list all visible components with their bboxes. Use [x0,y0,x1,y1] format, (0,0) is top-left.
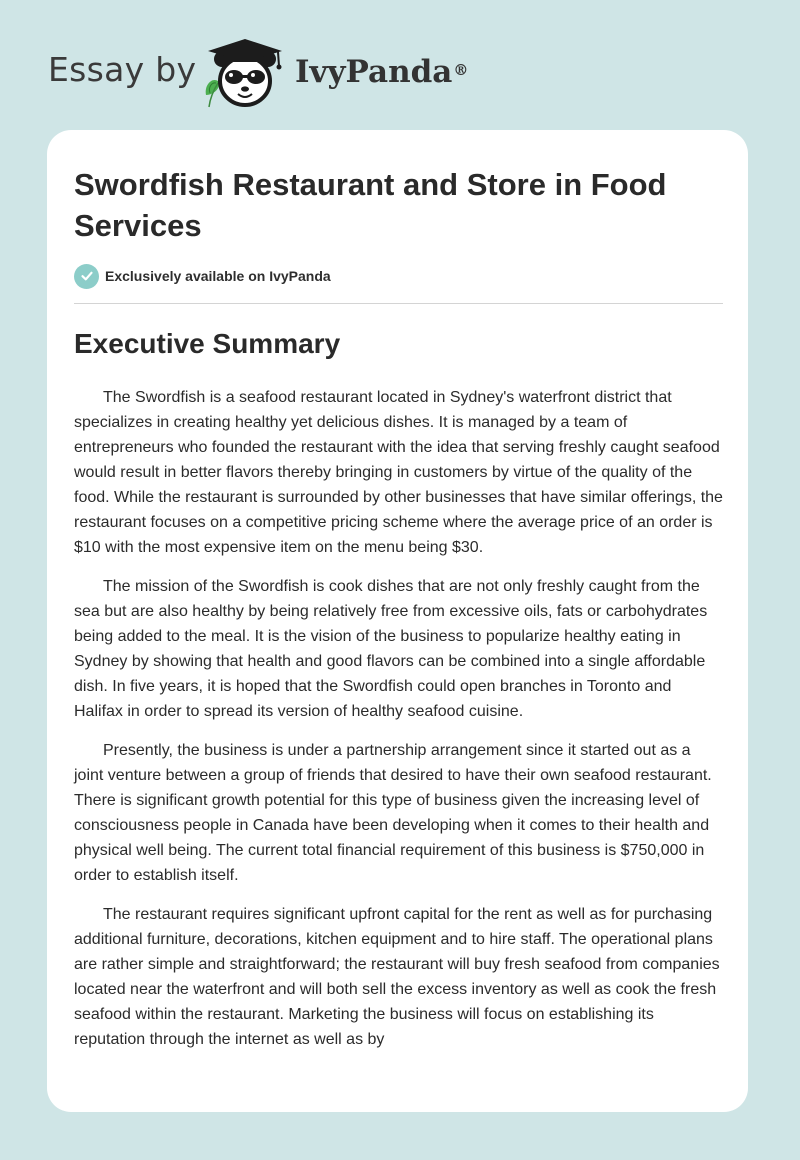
essay-body [74,385,723,1066]
registered-mark: ® [453,61,469,79]
paragraph: The Swordfish is a seafood restaurant located in Sydney's waterfront district that specializes in creating healthy yet delicious dishes. It is managed by a team of entrepreneurs who founded the restaurant with the idea that serving freshly caught seafood would result in better flavors thereby bringing in customers by virtue of the quality of the food. While the restaurant is surrounded by other businesses that have similar offerings, the restaurant focuses on a competitive pricing scheme where the average price of an order is $10 with the most expensive item on the menu being $30. [74,389,723,556]
check-circle-icon [74,264,99,289]
brand-name[interactable] [295,52,468,92]
section-heading: Executive Summary [74,328,341,359]
paragraph: The mission of the Swordfish is cook dishes that are not only freshly caught from the sea but are also healthy by being relatively free from excessive oils, fats or carbohydrates being added to the meal. It is the vision of the business to popularize healthy eating in Sydney by showing that health and good flavors can be combined into a single affordable dish. In five years, it is hoped that the Swordfish could open branches in Toronto and Halifax in order to spread its version of healthy seafood cuisine. [74,578,708,720]
ivypanda-logo-icon[interactable] [200,35,292,109]
essay-card [47,130,748,1112]
paragraph: Presently, the business is under a partnership arrangement since it started out as a joint venture between a group of friends that desired to have their own seafood restaurant. There is significant growth potential for this type of business given the increasing level of consciousness people in Canada have been developing when it comes to their health and physical well being. The current total financial requirement of this business is $750,000 in order to establish itself. [74,742,712,884]
exclusive-badge [74,263,331,289]
brand-text: IvyPanda [295,54,453,90]
paragraph: The restaurant requires significant upfront capital for the rent as well as for purchasing additional furniture, decorations, kitchen equipment and to hire staff. The operational plans are rather simple and straightforward; the restaurant will buy fresh seafood from companies located near the waterfront and will both sell the excess inventory as well as cook the fresh seafood within the restaurant. Marketing the business will focus on establishing its reputation through the internet as well as by [74,906,720,1048]
exclusive-label: Exclusively available on IvyPanda [105,268,331,284]
title-divider [74,303,723,304]
essay-by-label: Essay by [48,50,197,89]
site-header [0,0,800,128]
leaf-icon [206,80,219,107]
checkmark-icon [80,269,94,283]
page-title: Swordfish Restaurant and Store in Food Services [74,167,667,243]
